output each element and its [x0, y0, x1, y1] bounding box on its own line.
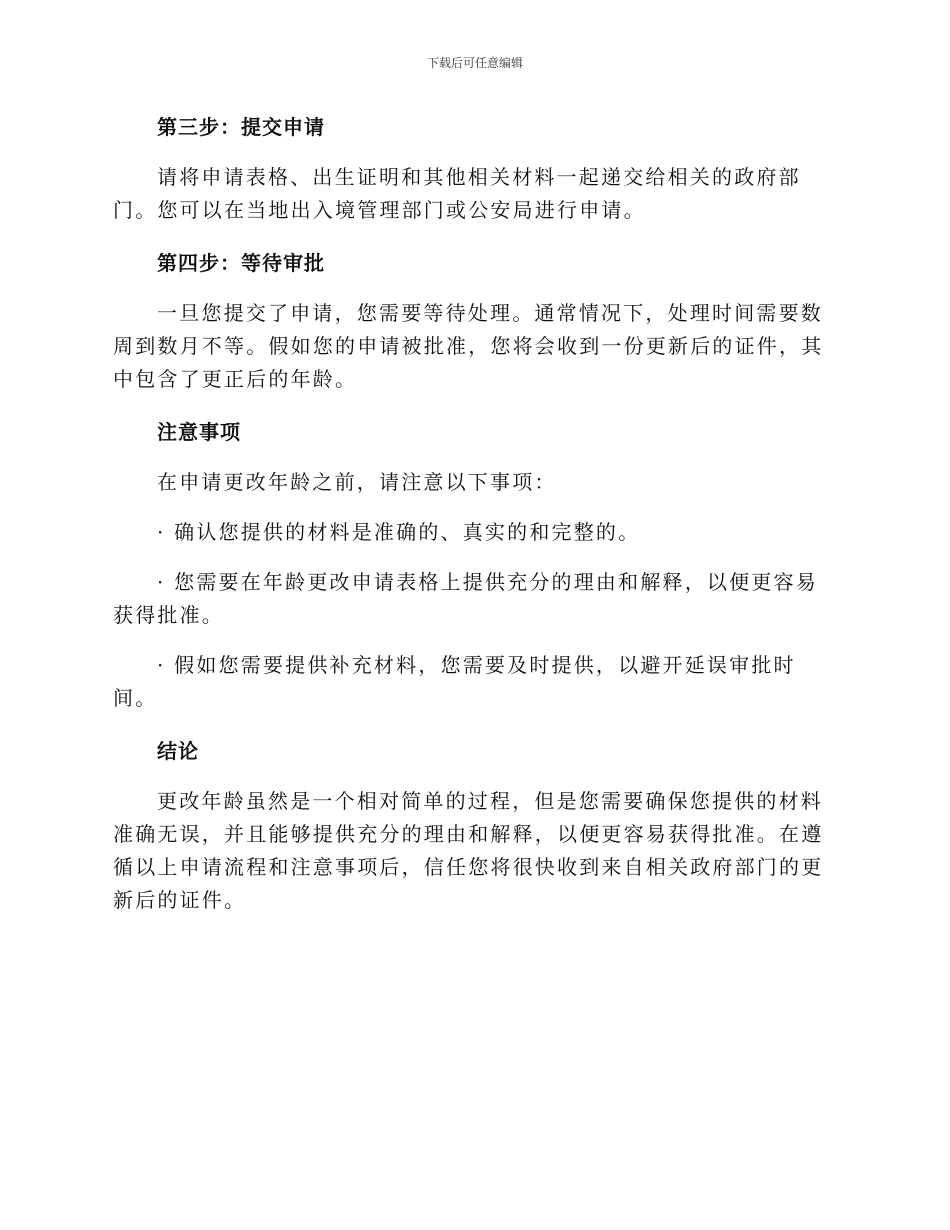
- notes-list-item: · 确认您提供的材料是准确的、真实的和完整的。: [157, 520, 641, 544]
- step3-heading: 第三步：提交申请: [157, 115, 325, 139]
- notes-list-item: · 假如您需要提供补充材料，您需要及时提供，以避开延误审批时间。: [113, 653, 796, 710]
- step4-heading: 第四步：等待审批: [157, 251, 325, 275]
- conclusion-heading: 结论: [157, 739, 199, 763]
- notes-intro-paragraph: 在申请更改年龄之前，请注意以下事项：: [157, 470, 557, 494]
- notes-heading: 注意事项: [157, 420, 241, 444]
- step4-paragraph: 一旦您提交了申请，您需要等待处理。通常情况下，处理时间需要数周到数月不等。假如您的申请被批准，您将会收到一份更新后的证件，其中包含了更正后的年龄。: [113, 301, 824, 391]
- notes-list-item: · 您需要在年龄更改申请表格上提供充分的理由和解释，以便更容易获得批准。: [113, 570, 818, 627]
- conclusion-paragraph: 更改年龄虽然是一个相对简单的过程，但是您需要确保您提供的材料准确无误，并且能够提供充分的理由和解释，以便更容易获得批准。在遵循以上申请流程和注意事项后，信任您将很快收到来自相关政府部门的更新后的证件。: [113, 789, 824, 912]
- document-body: [113, 110, 833, 917]
- page-header-note: 下载后可任意编辑: [426, 56, 523, 70]
- step3-paragraph: 请将申请表格、出生证明和其他相关材料一起递交给相关的政府部门。您可以在当地出入境管理部门或公安局进行申请。: [113, 165, 801, 222]
